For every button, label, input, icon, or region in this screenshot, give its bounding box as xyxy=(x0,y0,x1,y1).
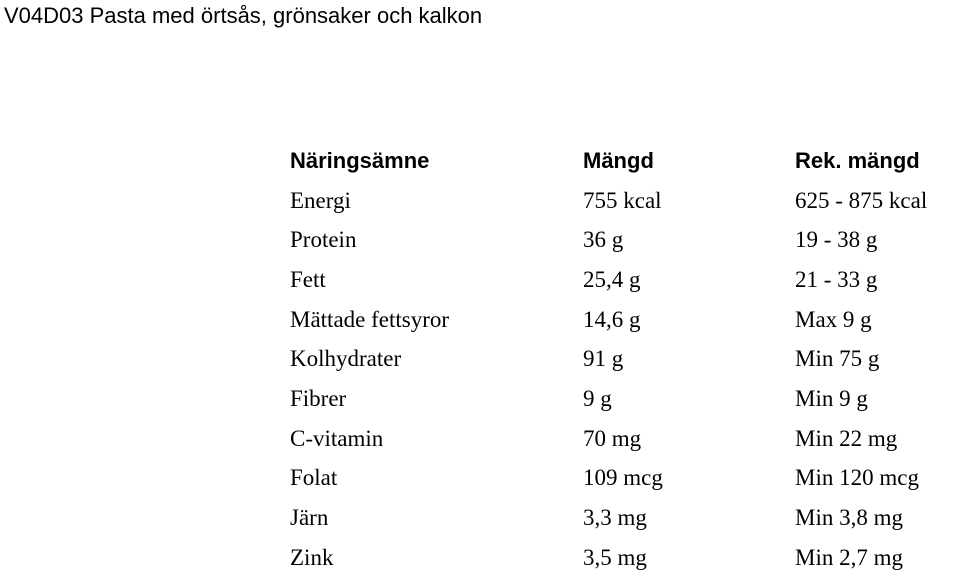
nutrient-recommended: 625 - 875 kcal xyxy=(795,187,928,213)
nutrient-amount: 70 mg xyxy=(583,425,642,451)
header-nutrient: Näringsämne xyxy=(290,147,430,173)
nutrient-amount: 3,5 mg xyxy=(583,544,647,570)
table-row-folate xyxy=(290,459,960,499)
nutrient-amount: 91 g xyxy=(583,346,624,372)
table-header-row xyxy=(290,141,960,181)
table-row-fat xyxy=(290,260,960,300)
nutrient-amount: 109 mcg xyxy=(583,465,663,491)
nutrient-amount: 14,6 g xyxy=(583,306,641,332)
nutrient-recommended: Min 120 mcg xyxy=(795,465,919,491)
nutrient-name: Protein xyxy=(290,227,357,253)
nutrient-name: Kolhydrater xyxy=(290,346,402,372)
nutrient-name: Fibrer xyxy=(290,385,347,411)
table-row-zinc xyxy=(290,538,960,578)
nutrient-recommended: Min 3,8 mg xyxy=(795,505,903,531)
nutrient-name: Mättade fettsyror xyxy=(290,306,450,332)
nutrient-recommended: Min 22 mg xyxy=(795,425,898,451)
nutrient-amount: 36 g xyxy=(583,227,624,253)
nutrient-amount: 755 kcal xyxy=(583,187,662,213)
nutrient-name: Zink xyxy=(290,544,334,570)
nutrient-recommended: Min 75 g xyxy=(795,346,880,372)
nutrient-recommended: Max 9 g xyxy=(795,306,872,332)
table-row-iron xyxy=(290,498,960,538)
nutrient-amount: 9 g xyxy=(583,385,612,411)
table-row-protein xyxy=(290,220,960,260)
nutrient-amount: 25,4 g xyxy=(583,266,641,292)
table-row-saturated-fat xyxy=(290,300,960,340)
nutrient-recommended: 21 - 33 g xyxy=(795,266,878,292)
nutrient-recommended: 19 - 38 g xyxy=(795,227,878,253)
nutrient-name: Energi xyxy=(290,187,351,213)
table-row-fiber xyxy=(290,379,960,419)
table-row-carbohydrates xyxy=(290,339,960,379)
nutrient-recommended: Min 2,7 mg xyxy=(795,544,903,570)
nutrient-name: Järn xyxy=(290,505,329,531)
nutrient-name: Fett xyxy=(290,266,326,292)
nutrient-name: C-vitamin xyxy=(290,425,384,451)
nutrient-recommended: Min 9 g xyxy=(795,385,868,411)
header-recommended: Rek. mängd xyxy=(795,147,920,173)
table-row-energy xyxy=(290,181,960,221)
nutrient-amount: 3,3 mg xyxy=(583,505,647,531)
header-amount: Mängd xyxy=(583,147,654,173)
nutrient-name: Folat xyxy=(290,465,338,491)
table-row-vitamin-c xyxy=(290,419,960,459)
page-title: V04D03 Pasta med örtsås, grönsaker och kalkon xyxy=(4,3,483,28)
nutrition-table xyxy=(290,141,960,578)
